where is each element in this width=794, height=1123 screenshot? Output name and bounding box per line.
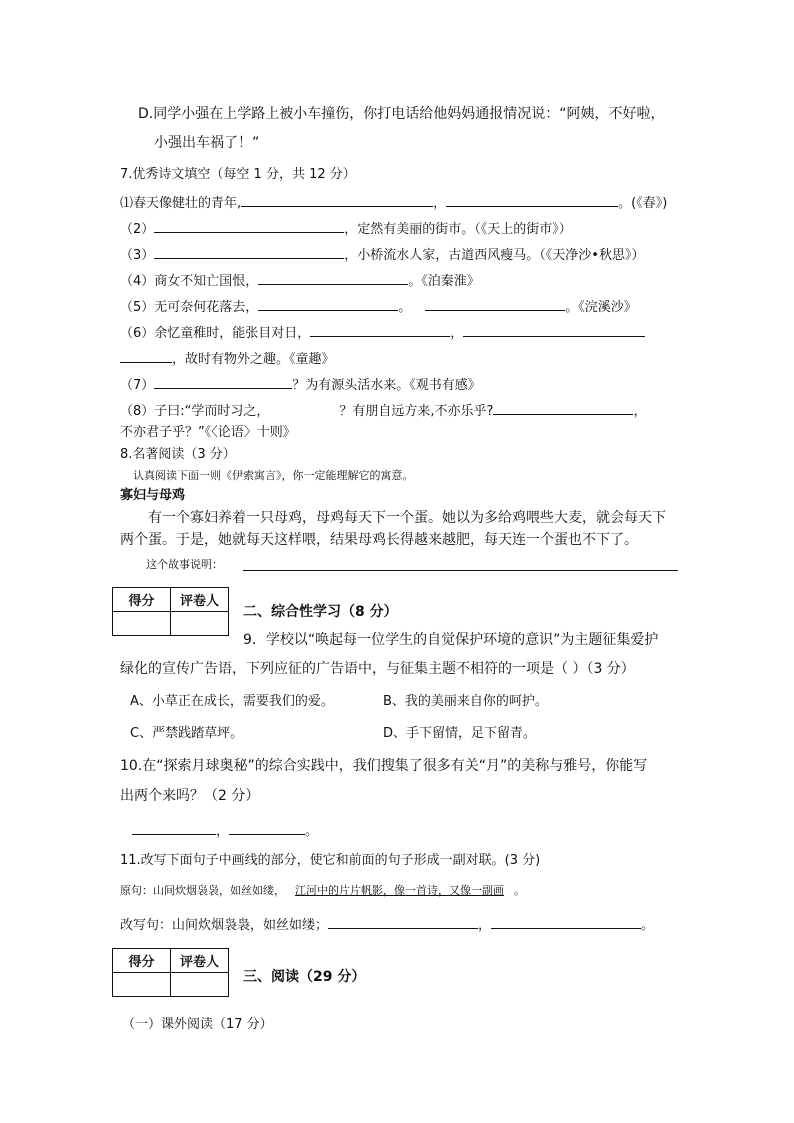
q8-intro: 认真阅读下面一则《伊索寓言》，你一定能理解它的寓意。 (133, 469, 414, 482)
q7-title: 7.优秀诗文填空（每空 1 分，共 12 分） (120, 167, 356, 182)
q10-line1: 10.在“探索月球奥秘”的综合实践中，我们搜集了很多有关“月”的美称与雅号，你能写 (120, 758, 648, 774)
q7-line-5: （5）无可奈何花落去， 。 。《浣溪沙》 (120, 296, 637, 317)
answer-blank[interactable] (258, 270, 408, 285)
answer-blank[interactable] (154, 244, 344, 259)
section-3-subheading: （一）课外阅读（17 分） (122, 1017, 273, 1032)
score-cell[interactable] (113, 612, 171, 636)
q7-line-6: （6）余忆童稚时，能张目对日， ， (120, 322, 645, 343)
score-box (112, 948, 229, 997)
q9-line1: 9．学校以“唤起每一位学生的自觉保护环境的意识”为主题征集爱护 (243, 632, 659, 648)
score-box (112, 587, 229, 636)
q6-option-d-line1: D.同学小强在上学路上被小车撞伤，你打电话给他妈妈通报情况说：“阿姨，不好啦， (138, 106, 665, 122)
q9-option-b: B、我的美丽来自你的呵护。 (383, 694, 548, 709)
answer-blank[interactable] (463, 322, 645, 337)
answer-blank[interactable] (310, 322, 450, 337)
grader-label: 评卷人 (171, 588, 229, 612)
q11-instruction: 11.改写下面句子中画线的部分，使它和前面的句子形成一副对联。(3 分) (120, 853, 541, 868)
q7-line-2: （2） ，定然有美丽的街市。（《天上的街市》） (120, 218, 572, 239)
q7-line-1: ⑴春天像健壮的青年, ， 。(《春》) (120, 192, 667, 213)
answer-blank[interactable] (328, 914, 478, 929)
story-paragraph-line2: 两个蛋。于是，她就每天这样喂，结果母鸡长得越来越肥，每天连一个蛋也不下了。 (120, 532, 638, 548)
q7-line-4: （4）商女不知亡国恨， 。《泊秦淮》 (120, 270, 480, 291)
score-label: 得分 (113, 949, 171, 973)
q10-line2: 出两个来吗？（2 分） (120, 788, 260, 804)
q9-line2: 绿化的宣传广告语，下列应征的广告语中，与征集主题不相符的一项是（ ）（3 分） (120, 661, 635, 677)
q6-option-d-line2: 小强出车祸了！” (154, 135, 260, 151)
answer-blank[interactable] (425, 296, 565, 311)
answer-blank[interactable] (154, 374, 292, 389)
q11-original-sentence: 原句：山间炊烟袅袅，如丝如缕， 江河中的片片帆影，像一首诗，又像一副画 。 (120, 884, 525, 897)
grader-label: 评卷人 (171, 949, 229, 973)
q7-line-9: （8）子曰:“学而时习之， ？有朋自远方来,不亦乐乎? ， (120, 400, 646, 421)
score-cell[interactable] (113, 973, 171, 997)
answer-blank[interactable] (154, 218, 344, 233)
story-title: 寡妇与母鸡 (120, 488, 186, 503)
q8-explain-label: 这个故事说明： (146, 558, 223, 571)
story-paragraph-line1: 有一个寡妇养着一只母鸡，母鸡每天下一个蛋。她以为多给鸡喂些大麦，就会每天下 (148, 510, 666, 526)
q9-option-a: A、小草正在成长，需要我们的爱。 (130, 694, 334, 709)
answer-blank[interactable] (446, 192, 618, 207)
underlined-phrase: 江河中的片片帆影，像一首诗，又像一副画 (295, 884, 504, 897)
answer-blank[interactable] (258, 296, 398, 311)
answer-blank[interactable] (493, 400, 633, 415)
q7-line-7: ，故时有物外之趣。《童趣》 (120, 348, 335, 369)
q7-line-8: （7） ？为有源头活水来。《观书有感》 (120, 374, 481, 395)
answer-blank[interactable] (229, 820, 305, 835)
q10-answer: ， 。 (132, 820, 318, 841)
q11-rewrite-line: 改写句：山间炊烟袅袅，如丝如缕； ， 。 (120, 914, 654, 935)
grader-cell[interactable] (171, 612, 229, 636)
q8-answer-line[interactable] (243, 570, 678, 571)
q7-line-3: （3） ，小桥流水人家，古道西风瘦马。（《天净沙•秋思》） (120, 244, 644, 265)
section-3-heading: 三、阅读（29 分） (243, 969, 366, 985)
score-label: 得分 (113, 588, 171, 612)
answer-blank[interactable] (120, 348, 172, 363)
answer-blank[interactable] (132, 820, 216, 835)
answer-blank[interactable] (241, 192, 433, 207)
section-2-heading: 二、综合性学习（8 分） (243, 604, 398, 620)
answer-blank[interactable] (491, 914, 641, 929)
q8-title: 8.名著阅读（3 分） (120, 447, 236, 462)
q7-line-10: 不亦君子乎？”《〈论语〉十则》 (120, 425, 296, 440)
q9-option-d: D、手下留情，足下留青。 (383, 726, 537, 741)
grader-cell[interactable] (171, 973, 229, 997)
q9-option-c: C、严禁践踏草坪。 (130, 726, 244, 741)
